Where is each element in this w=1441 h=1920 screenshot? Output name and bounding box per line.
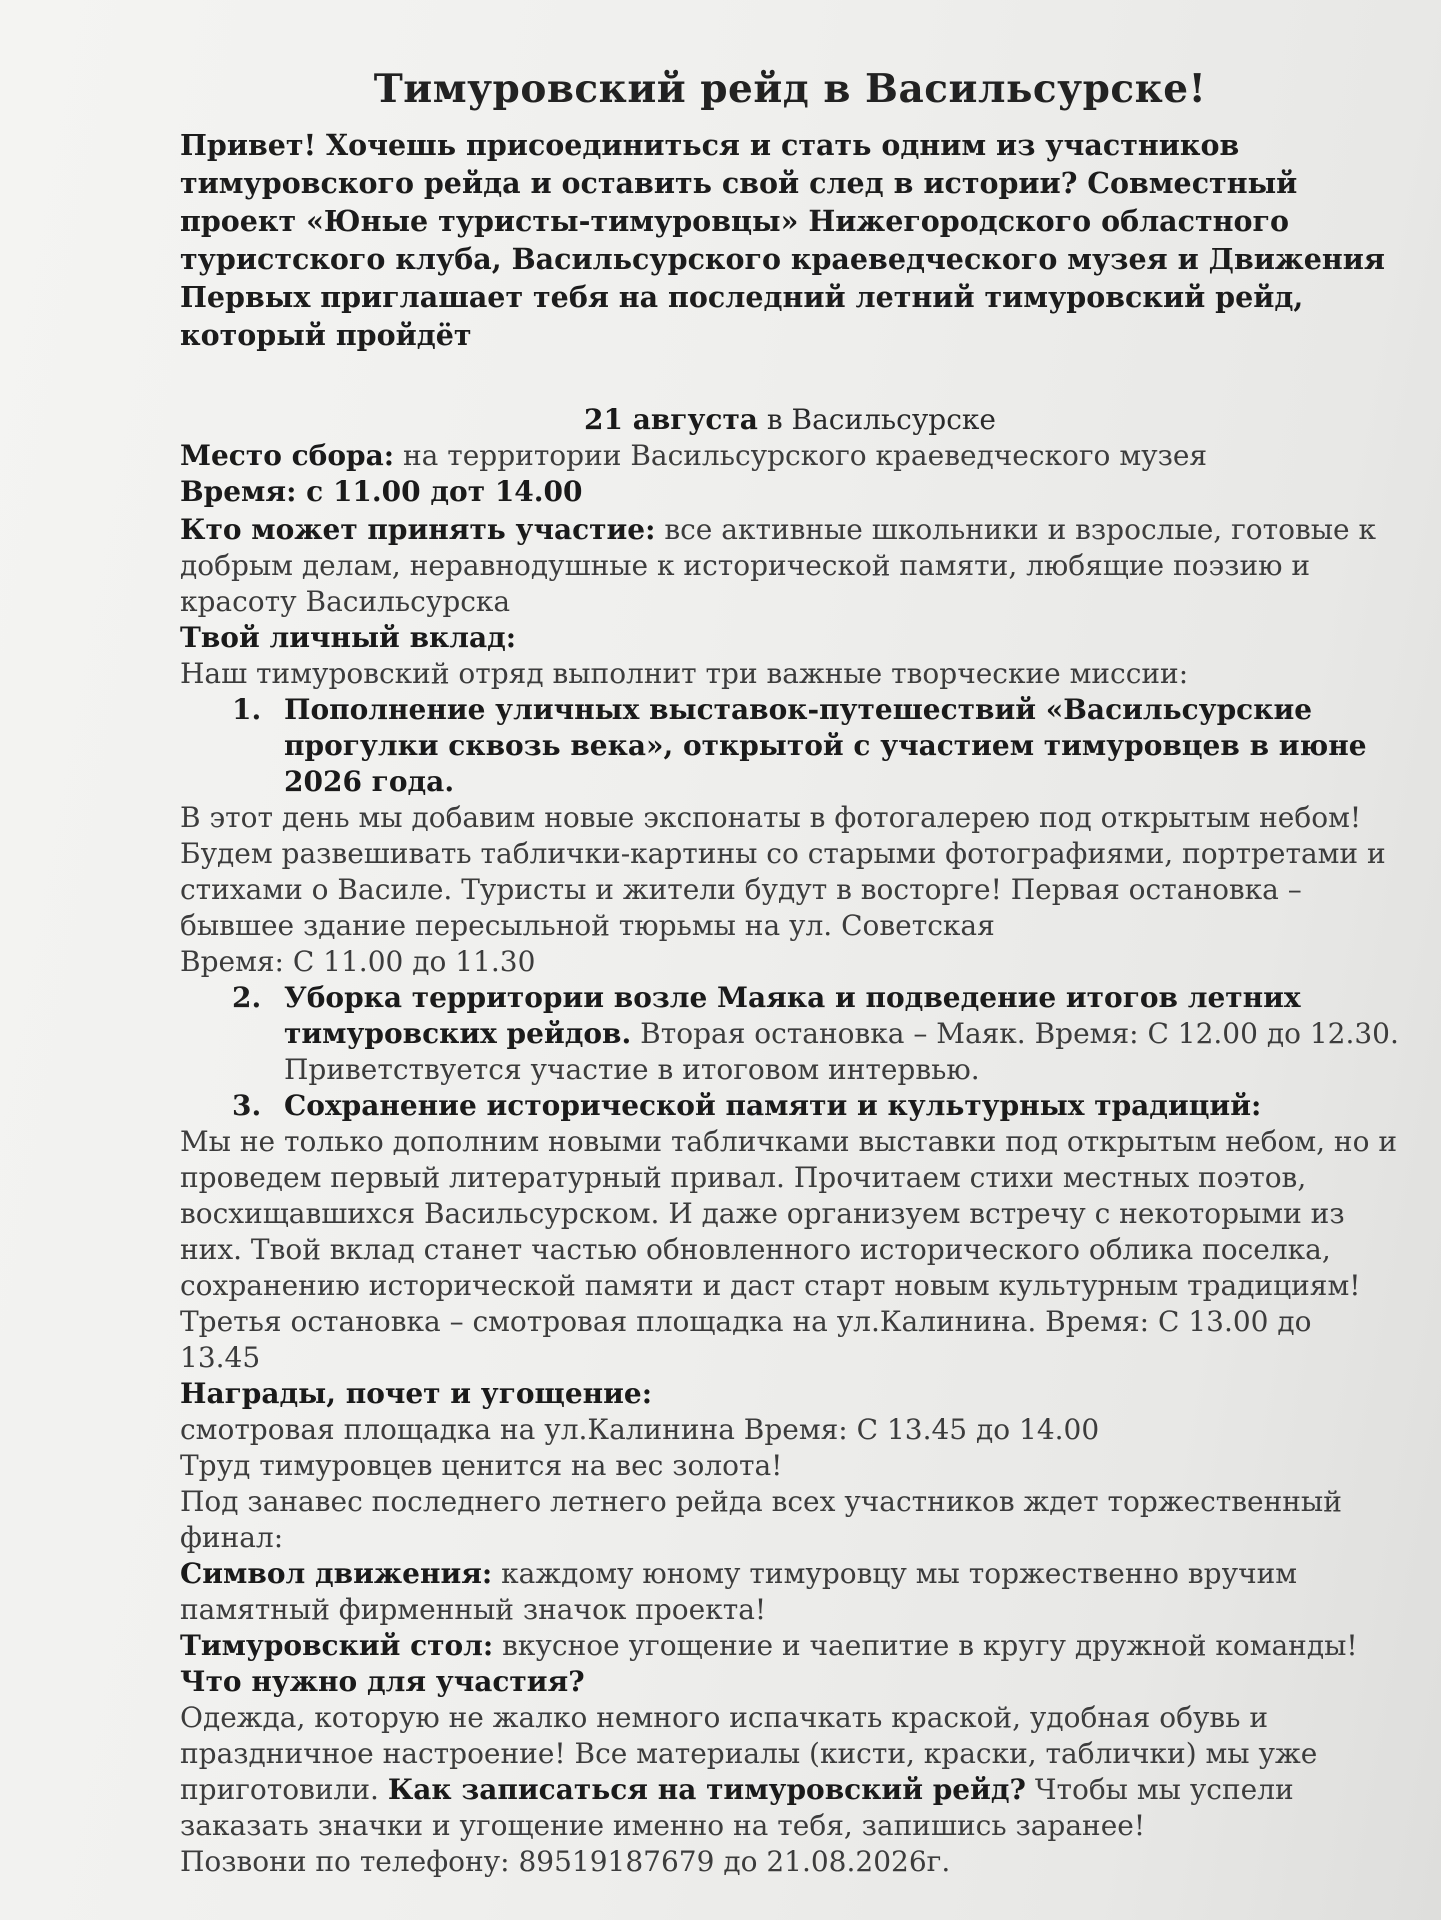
who-label: Кто может принять участие: <box>180 513 656 546</box>
intro-paragraph: Привет! Хочешь присоединиться и стать одним из участников тимуровского рейда и оставить свой след в истории? Совместный проект «Юные туристы-тимуровцы» Нижегородского областного туристского клуба, Васильсурского краеведческого музея и Движения Первых приглашает тебя на последний летний тимуровский рейд, который пройдёт <box>180 128 1385 352</box>
event-date <box>180 402 1400 438</box>
missions-list-2 <box>180 980 1400 1124</box>
awards-line-1: Труд тимуровцев ценится на вес золота! <box>180 1449 783 1482</box>
meeting-place-label: Место сбора: <box>180 439 395 472</box>
needs-paragraph <box>180 1700 1400 1844</box>
contribution-heading: Твой личный вклад: <box>180 621 517 654</box>
mission-item-2 <box>180 980 1400 1088</box>
awards-place: смотровая площадка на ул.Калинина Время: С 13.45 до 14.00 <box>180 1413 1100 1446</box>
needs-heading: Что нужно для участия? <box>180 1665 585 1698</box>
symbol-paragraph <box>180 1556 1400 1628</box>
table-paragraph <box>180 1628 1400 1664</box>
mission-number: 3. <box>232 1089 262 1122</box>
who-can-participate <box>180 512 1400 620</box>
mission1-body: В этот день мы добавим новые экспонаты в фотогалерею под открытым небом! Будем развешивать таблички-картины со старыми фотографиями, портретами и стихами о Василе. Туристы и жители будут в восторге! Первая остановка – бывшее здание пересыльной тюрьмы на ул. Советская <box>180 801 1386 942</box>
mission-text: Вторая остановка – Маяк. Время: С 12.00 до 12.30. Приветствуется участие в итоговом интервью. <box>284 1017 1399 1086</box>
document-body <box>180 66 1400 1880</box>
awards-line-2: Под занавес последнего летнего рейда всех участников ждет торжественный финал: <box>180 1485 1342 1554</box>
who-value: все активные школьники и взрослые, готовые к добрым делам, неравнодушные к исторической памяти, любящие поэзию и красоту Васильсурска <box>180 513 1376 618</box>
signup-label: Как записаться на тимуровский рейд? <box>387 1773 1026 1806</box>
mission1-time: Время: С 11.00 до 11.30 <box>180 945 536 978</box>
table-label: Тимуровский стол: <box>180 1629 494 1662</box>
mission-number: 1. <box>232 693 262 726</box>
awards-heading: Награды, почет и угощение: <box>180 1377 653 1410</box>
needs-text: Одежда, которую не жалко немного испачкать краской, удобная обувь и праздничное настроение! Все материалы (кисти, краски, таблички) мы уже приготовили. <box>180 1701 1318 1806</box>
mission-title: Пополнение уличных выставок-путешествий «Васильсурские прогулки сквозь века», открытой с участием тимуровцев в июне 2026 года. <box>284 693 1367 798</box>
mission-number: 2. <box>232 981 262 1014</box>
phone-line: Позвони по телефону: 89519187679 до 21.08.2026г. <box>180 1845 951 1878</box>
event-time-value: с 11.00 дот 14.00 <box>296 475 583 508</box>
signup-text: Чтобы мы успели заказать значки и угощение именно на тебя, запишись заранее! <box>180 1773 1294 1842</box>
event-date-rest: в Васильсурске <box>757 403 996 436</box>
mission-title: Уборка территории возле Маяка и подведение итогов летних тимуровских рейдов. <box>284 981 1301 1050</box>
mission-item-3 <box>180 1088 1400 1124</box>
mission3-body: Мы не только дополним новыми табличками выставки под открытым небом, но и проведем первый литературный привал. Прочитаем стихи местных поэтов, восхищавшихся Васильсурском. И даже организуем встречу с некоторыми из них. Твой вклад станет частью обновленного исторического облика поселка, сохранению исторической памяти и даст старт новым культурным традициям! Третья остановка – смотровая площадка на ул.Калинина. Время: С 13.00 до 13.45 <box>180 1125 1398 1374</box>
event-time-label: Время: <box>180 475 297 508</box>
symbol-value: каждому юному тимуровцу мы торжественно вручим памятный фирменный значок проекта! <box>180 1557 1298 1626</box>
missions-list <box>180 692 1400 800</box>
contribution-text: Наш тимуровский отряд выполнит три важные творческие миссии: <box>180 657 1189 690</box>
event-time <box>180 474 1400 510</box>
meeting-place <box>180 438 1400 474</box>
symbol-label: Символ движения: <box>180 1557 493 1590</box>
page-title: Тимуровский рейд в Васильсурске! <box>373 66 1207 112</box>
mission-item-1 <box>180 692 1400 800</box>
event-date-bold: 21 августа <box>584 403 758 436</box>
table-value: вкусное угощение и чаепитие в кругу дружной команды! <box>493 1629 1358 1662</box>
meeting-place-value: на территории Васильсурского краеведческого музея <box>394 439 1208 472</box>
mission-title: Сохранение исторической памяти и культурных традиций: <box>284 1089 1262 1122</box>
